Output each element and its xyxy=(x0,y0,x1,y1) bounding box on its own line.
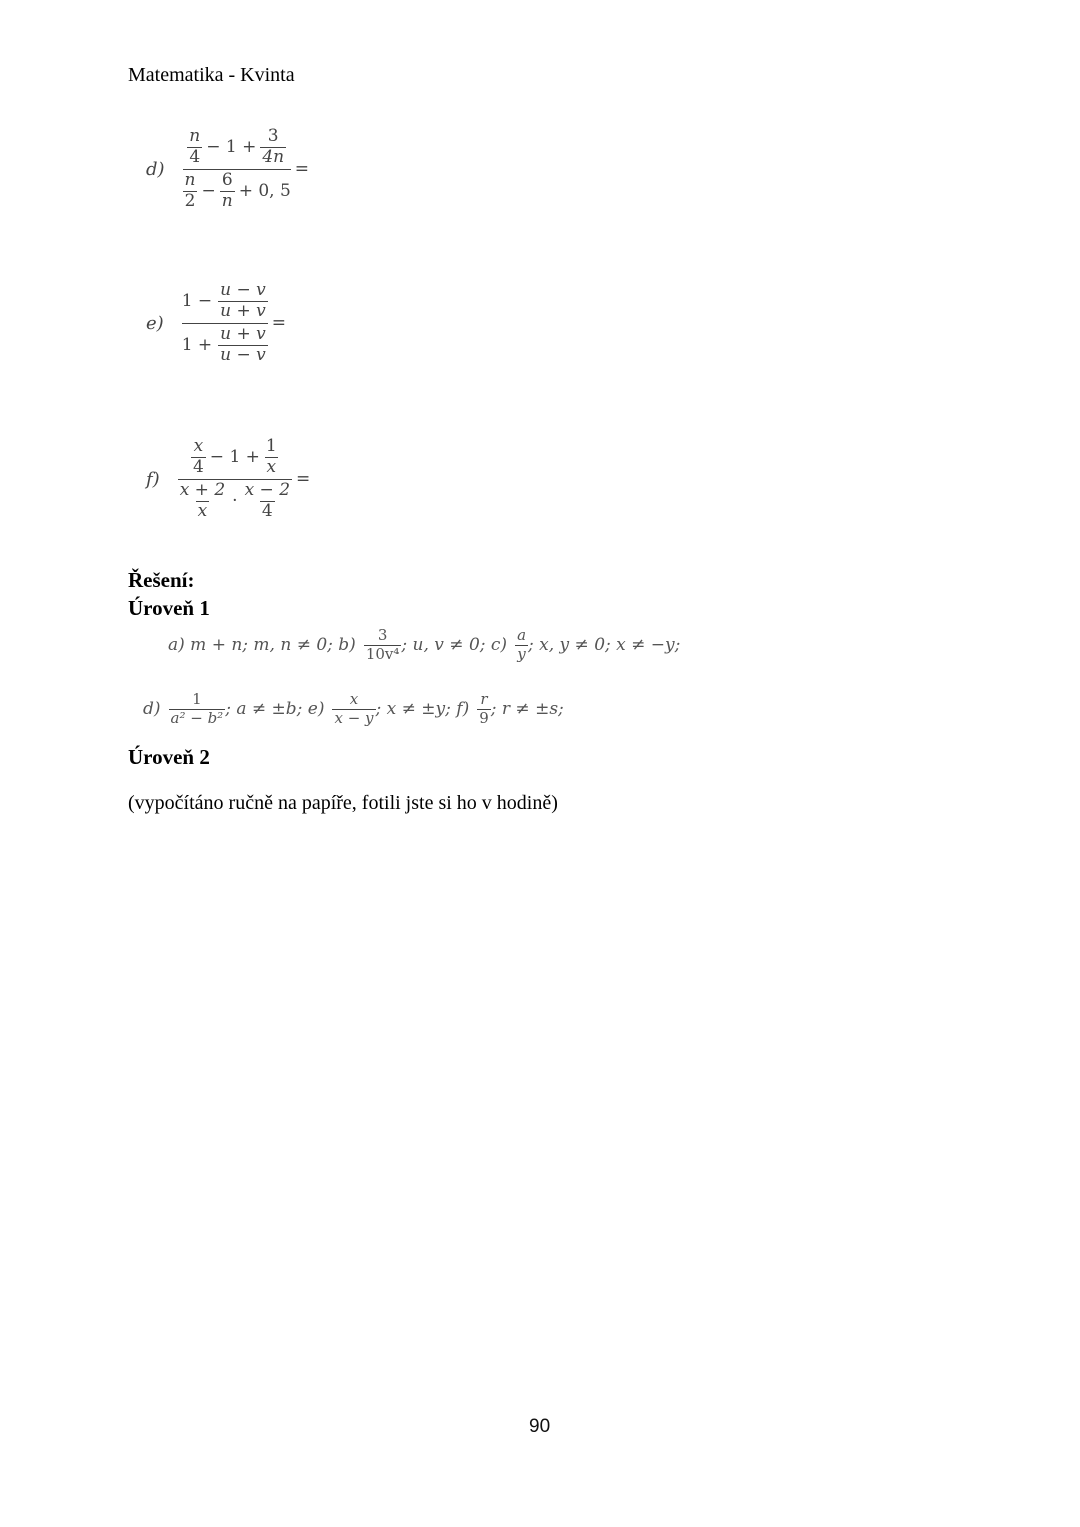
fraction-numerator: x − 2 xyxy=(244,479,291,500)
operator-text: 1 − xyxy=(181,291,213,312)
exercise-e xyxy=(146,282,286,364)
fraction-numerator: r xyxy=(480,690,488,708)
level2-note: (vypočítáno ručně na papíře, fotili jste si ho v hodině) xyxy=(128,792,558,814)
fraction-numerator: u − v xyxy=(220,280,266,300)
fraction-denominator: x xyxy=(266,456,277,477)
fraction-denominator: y xyxy=(517,644,526,663)
main-fraction xyxy=(182,282,268,364)
fraction-numerator: u + v xyxy=(220,323,266,344)
denominator xyxy=(182,323,268,365)
fraction-numerator: 1 xyxy=(192,690,202,708)
fraction-numerator: 3 xyxy=(267,126,279,146)
level2-heading: Úroveň 2 xyxy=(128,745,210,769)
fraction-denominator: u + v xyxy=(220,300,266,321)
fraction-denominator: 4 xyxy=(261,500,273,521)
answer-text: ; x, y ≠ 0; x ≠ −y; xyxy=(528,635,681,656)
main-fraction xyxy=(183,128,291,210)
operator-text: 1 + xyxy=(181,335,213,356)
answer-text: ; a ≠ ±b; e) xyxy=(225,699,325,720)
operator-text: − 1 + xyxy=(209,447,260,468)
fraction-numerator: x xyxy=(349,690,359,708)
solution-line-1 xyxy=(168,628,680,663)
answer-text: ; r ≠ ±s; xyxy=(490,699,564,720)
exercise-d xyxy=(146,128,309,210)
fraction-denominator: 4 xyxy=(192,456,204,477)
fraction-numerator: 6 xyxy=(221,169,233,190)
level1-heading: Úroveň 1 xyxy=(128,596,210,620)
operator-text: − xyxy=(201,181,216,202)
page-number: 90 xyxy=(529,1416,551,1437)
fraction-numerator: n xyxy=(184,169,196,190)
equals-sign: = xyxy=(296,469,311,490)
numerator xyxy=(191,438,279,479)
operator-text: − 1 + xyxy=(206,137,257,158)
denominator xyxy=(183,169,291,211)
fraction-numerator: 1 xyxy=(265,436,277,456)
answer-text: d) xyxy=(143,699,161,720)
fraction-numerator: x + 2 xyxy=(179,479,226,500)
page-header: Matematika - Kvinta xyxy=(128,64,295,86)
fraction-denominator: a² − b² xyxy=(170,708,224,727)
operator-text: + 0, 5 xyxy=(238,181,291,202)
equals-sign: = xyxy=(294,159,310,180)
fraction-numerator: x xyxy=(193,436,204,456)
exercise-label: d) xyxy=(146,158,165,180)
multiply-dot: · xyxy=(232,491,238,512)
answer-text: ; u, v ≠ 0; c) xyxy=(401,635,508,656)
fraction-denominator: 10v⁴ xyxy=(365,644,400,663)
fraction-denominator: 2 xyxy=(184,190,196,211)
fraction-denominator: 4 xyxy=(189,146,201,167)
fraction-denominator: n xyxy=(221,190,233,211)
exercise-label: f) xyxy=(146,468,160,490)
fraction-numerator: 3 xyxy=(377,626,388,644)
equals-sign: = xyxy=(271,313,287,334)
fraction-numerator: a xyxy=(517,626,527,644)
fraction-denominator: x − y xyxy=(334,708,374,727)
answer-text: a) m + n; m, n ≠ 0; b) xyxy=(168,635,356,656)
answer-text: ; x ≠ ±y; f) xyxy=(375,699,470,720)
fraction-denominator: 4n xyxy=(262,146,285,167)
solution-heading: Řešení: xyxy=(128,568,195,592)
fraction-denominator: u − v xyxy=(220,344,266,365)
numerator xyxy=(187,128,286,169)
solution-line-2 xyxy=(143,692,564,727)
fraction-denominator: 9 xyxy=(479,708,489,727)
exercise-label: e) xyxy=(146,312,164,334)
denominator xyxy=(178,479,292,521)
fraction-denominator: x xyxy=(197,500,208,521)
numerator xyxy=(182,282,268,323)
fraction-numerator: n xyxy=(189,126,201,146)
exercise-f xyxy=(146,438,310,520)
main-fraction xyxy=(178,438,292,520)
